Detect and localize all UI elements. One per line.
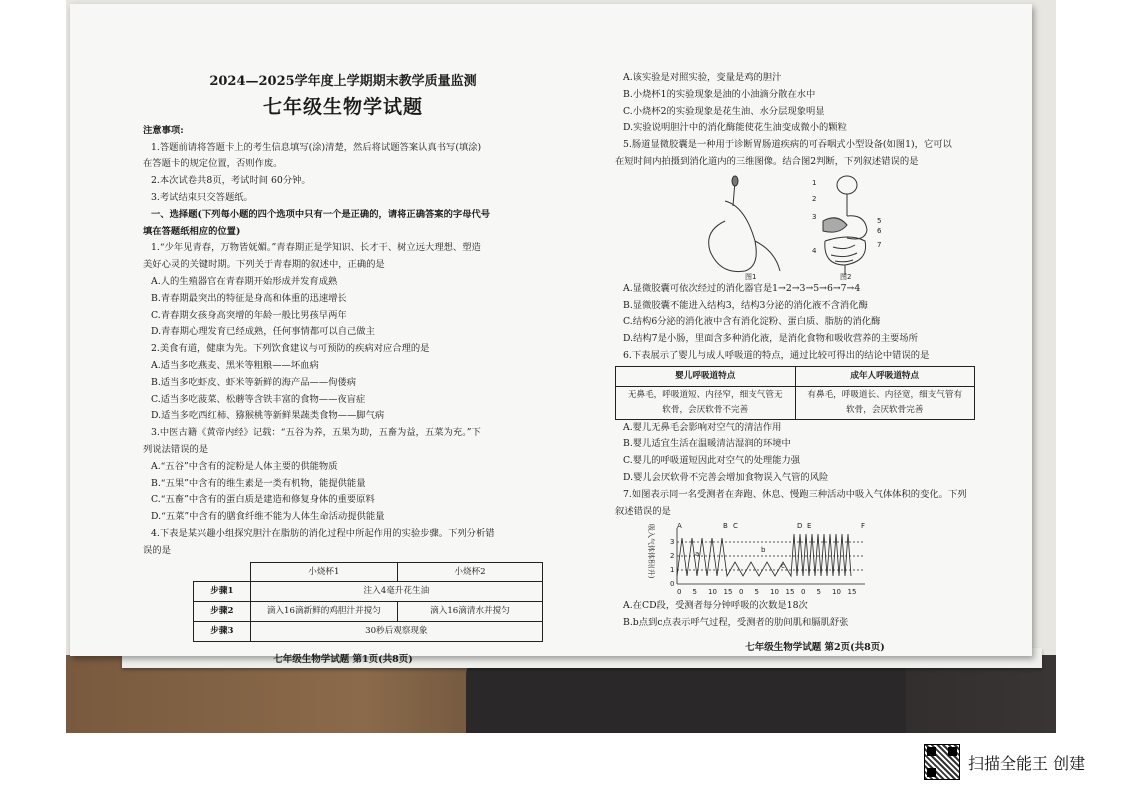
fig-label-7: 7: [877, 240, 882, 249]
ytick: 0: [670, 580, 675, 589]
chart-ylabel: 吸入气体体积(升): [647, 524, 655, 579]
xtick: 5: [692, 588, 697, 597]
question-4: 4.下表是某兴趣小组探究胆汁在脂肪的消化过程中所起作用的实验步骤。下列分析错: [151, 527, 495, 539]
adult-trait: 软骨，会厌软骨完善: [846, 404, 924, 415]
option: C.结构6分泌的消化液中含有消化淀粉、蛋白质、脂肪的消化酶: [623, 316, 881, 328]
notice-title: 注意事项:: [143, 124, 184, 136]
point-E: E: [807, 522, 812, 531]
question-6: 6.下表展示了婴儿与成人呼吸道的特点，通过比较可得出的结论中错误的是: [623, 349, 930, 361]
capsule-hand-figure: [709, 176, 780, 272]
section-heading: 一、选择题(下列每小题的四个选项中只有一个是正确的，请将正确答案的字母代号: [151, 208, 491, 220]
xtick: 5: [754, 588, 759, 597]
option: D.“五菜”中含有的膳食纤维不能为人体生命活动提供能量: [151, 511, 385, 523]
digestive-figures: [615, 171, 1015, 281]
xtick: 5: [816, 588, 821, 597]
question-7: 7.如图表示同一名受测者在奔跑、休息、慢跑三种活动中吸入气体体积的变化。下列: [623, 488, 967, 500]
option: A.显微胶囊可依次经过的消化器官是1→2→3→5→6→7→4: [623, 282, 861, 294]
breathing-wave: [677, 534, 851, 576]
option: B.青春期最突出的特征是身高和体重的迅速增长: [151, 292, 347, 304]
option: A.在CD段，受测者每分钟呼吸的次数是18次: [623, 600, 808, 612]
option: C.适当多吃菠菜、松蘑等含铁丰富的食物——夜盲症: [151, 393, 366, 405]
right-page: [615, 4, 1015, 657]
ytick: 1: [670, 566, 675, 575]
option: C.青春期女孩身高突增的年龄一般比男孩早两年: [151, 309, 347, 321]
option: A.该实验是对照实验，变量是鸡的胆汁: [623, 72, 782, 83]
xtick: 0: [677, 588, 682, 597]
fig1-caption: 图1: [745, 272, 757, 281]
mark-c: c: [781, 562, 785, 571]
question-3: 3.中医古籍《黄帝内经》记载：“五谷为养，五果为助，五畜为益，五菜为充。”下: [151, 427, 481, 439]
notice-line: 2.本次试卷共8页，考试时间 60分钟。: [151, 175, 311, 187]
scanned-photo: [66, 0, 1056, 733]
option: B.显微胶囊不能进入结构3，结构3分泌的消化液不含消化酶: [623, 299, 868, 311]
xtick: 15: [785, 588, 795, 597]
option: B.婴儿适宜生活在温暖清洁湿润的环境中: [623, 438, 791, 450]
table-step: 步骤1: [194, 582, 251, 602]
option: D.结构7是小肠，里面含多种消化液，是消化食物和吸收营养的主要场所: [623, 333, 918, 345]
table-cell: 滴入16滴清水并搅匀: [398, 602, 543, 622]
question-2: 2.美食有道，健康为先。下列饮食建议与可预防的疾病对应合理的是: [151, 343, 430, 355]
fig-label-4: 4: [812, 246, 817, 255]
fig-label-1: 1: [812, 178, 817, 187]
section-heading: 填在答题纸相应的位置): [143, 225, 241, 237]
table-step: 步骤3: [194, 621, 251, 641]
table-step: 步骤2: [194, 602, 251, 622]
infant-trait: 软骨，会厌软骨不完善: [662, 404, 749, 415]
page-footer: 七年级生物学试题 第2页(共8页): [745, 641, 885, 653]
question-3: 列说法错误的是: [143, 443, 209, 455]
option: B.“五果”中含有的维生素是一类有机物，能提供能量: [151, 477, 366, 489]
notice-line: 在答题卡的规定位置，否则作废。: [143, 158, 283, 170]
breathing-chart-svg: [615, 520, 915, 598]
notice-line: 3.考试结束只交答题纸。: [151, 191, 253, 203]
figure-area: [615, 171, 1015, 281]
option: A.人的生殖器官在青春期开始形成并发育成熟: [151, 275, 338, 287]
xtick: 0: [801, 588, 806, 597]
fig-label-2: 2: [812, 194, 817, 203]
table-header: 婴儿呼吸道特点: [616, 366, 796, 386]
table-cell: 注入4毫升花生油: [250, 582, 542, 602]
brand-text: 扫描全能王 创建: [968, 753, 1086, 773]
table-cell: 滴入16滴新鲜的鸡胆汁并搅匀: [250, 602, 397, 622]
point-C: C: [733, 522, 738, 531]
xtick: 10: [770, 588, 779, 597]
mark-a: a: [695, 550, 700, 559]
fig-label-5: 5: [877, 216, 882, 225]
qr-code-icon: [924, 744, 960, 780]
question-7: 叙述错误的是: [615, 505, 671, 517]
mark-b: b: [761, 546, 766, 555]
option: B.适当多吃虾皮、虾米等新鲜的海产品——佝偻病: [151, 376, 357, 388]
question-4: 误的是: [143, 544, 171, 556]
option: B.小烧杯1的实验现象是油的小油滴分散在水中: [623, 88, 816, 100]
ytick: 3: [670, 538, 675, 547]
table-header: 成年人呼吸道特点: [795, 366, 975, 386]
exam-title: 七年级生物学试题: [262, 95, 423, 118]
left-page: [143, 4, 543, 669]
infant-trait: 无鼻毛，呼吸道短、内径窄，细支气管无: [627, 389, 783, 400]
option: D.婴儿会厌软骨不完善会增加食物误入气管的风险: [623, 471, 829, 483]
breathing-chart: [615, 520, 1015, 598]
xtick: 0: [739, 588, 744, 597]
exam-heading: 2024—2025学年度上学期期末教学质量监测: [209, 74, 477, 89]
option: A.婴儿无鼻毛会影响对空气的清洁作用: [623, 421, 782, 433]
digestive-system-figure: [823, 176, 867, 275]
fig2-caption: 图2: [840, 272, 852, 281]
fig-label-6: 6: [877, 226, 882, 235]
xtick: 10: [708, 588, 717, 597]
notice-line: 1.答题前请将答题卡上的考生信息填写(涂)清楚，然后将试题答案认真书写(填涂): [151, 141, 482, 153]
point-A: A: [677, 522, 682, 531]
fig-label-3: 3: [812, 212, 817, 221]
question-5: 在短时间内拍摄到消化道内的三维图像。结合图2判断，下列叙述错误的是: [615, 155, 919, 167]
xtick: 15: [847, 588, 857, 597]
respiratory-table: [615, 366, 975, 420]
option: B.b点到c点表示呼气过程，受测者的肋间肌和膈肌舒张: [623, 617, 849, 629]
point-F: F: [861, 522, 866, 531]
table-header: 小烧杯2: [398, 562, 543, 582]
option: A.“五谷”中含有的淀粉是人体主要的供能物质: [151, 460, 338, 472]
table-cell: 30秒后观察现象: [250, 621, 542, 641]
exam-sheet: [70, 4, 1032, 665]
point-D: D: [797, 522, 803, 531]
option: C.小烧杯2的实验现象是花生油、水分层现象明显: [623, 105, 825, 117]
point-B: B: [723, 522, 728, 531]
xtick: 10: [832, 588, 841, 597]
question-5: 5.肠道显微胶囊是一种用于诊断胃肠道疾病的可吞咽式小型设备(如图1)，它可以: [623, 139, 952, 151]
page-footer: 七年级生物学试题 第1页(共8页): [273, 653, 413, 665]
scanner-watermark: [924, 745, 1085, 779]
adult-trait: 有鼻毛，呼吸道长、内径宽，细支气管有: [807, 389, 963, 400]
question-1: 美好心灵的关键时期。下列关于青春期的叙述中，正确的是: [143, 259, 385, 271]
option: A.适当多吃燕麦、黑米等粗粮——坏血病: [151, 359, 319, 371]
option: C.“五畜”中含有的蛋白质是建造和修复身体的重要原料: [151, 494, 375, 506]
option: D.适当多吃西红柿、猕猴桃等新鲜果蔬类食物——脚气病: [151, 410, 385, 422]
question-1: 1.“少年见青春，万物皆妩媚。”青春期正是学知识、长才干、树立远大理想、塑造: [151, 242, 481, 254]
option: C.婴儿的呼吸道短因此对空气的处理能力强: [623, 455, 801, 467]
table-header: 小烧杯1: [250, 562, 397, 582]
experiment-table: [193, 562, 543, 642]
option: D.青春期心理发育已经成熟，任何事情都可以自己做主: [151, 326, 375, 338]
option: D.实验说明胆汁中的消化酶能使花生油变成微小的颗粒: [623, 122, 847, 134]
ytick: 2: [670, 552, 675, 561]
xtick: 15: [723, 588, 733, 597]
